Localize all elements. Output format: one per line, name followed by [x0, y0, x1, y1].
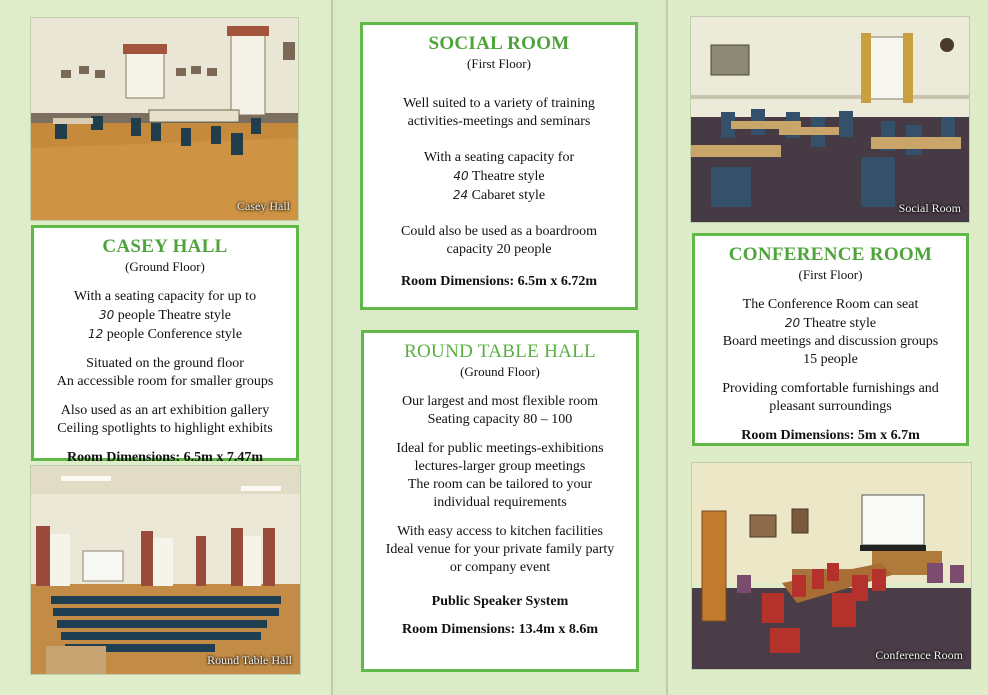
conference-room-caption: Conference Room: [875, 648, 963, 662]
round-table-hall-line-9: or company event: [449, 560, 551, 575]
conference-room-card: [692, 233, 969, 446]
round-table-hall-line-6: individual requirements: [433, 495, 567, 510]
round-table-hall-line-2: Seating capacity 80 – 100: [427, 412, 573, 427]
casey-hall-line-2: An accessible room for smaller groups: [56, 374, 274, 389]
round-table-hall-card: [361, 330, 639, 672]
social-room-line-3: Could also be used as a boardroom: [401, 224, 597, 239]
casey-hall-dimensions: Room Dimensions: 6.5m x 7.47m: [67, 450, 263, 465]
social-room-card: [360, 22, 638, 310]
round-table-hall-photo: [30, 465, 301, 675]
social-room-line-2: activities-meetings and seminars: [407, 114, 591, 129]
round-table-hall-photo-art: [31, 466, 300, 674]
conference-room-photo-art: [692, 463, 971, 669]
casey-hall-theatre-text: people Theatre style: [117, 308, 232, 323]
round-table-hall-line-3: Ideal for public meetings-exhibitions: [396, 441, 604, 456]
social-room-line-4: capacity 20 people: [446, 242, 552, 257]
social-room-photo-art: [691, 17, 969, 222]
round-table-hall-title: ROUND TABLE HALL: [404, 341, 596, 362]
conference-room-theatre-text: Theatre style: [803, 316, 877, 331]
round-table-hall-line-8: Ideal venue for your private family party: [385, 542, 615, 557]
conference-room-line-4: Providing comfortable furnishings and: [722, 381, 939, 396]
social-room-line-1: Well suited to a variety of training: [403, 96, 595, 111]
casey-hall-card: [31, 225, 299, 465]
social-room-floor: (First Floor): [467, 56, 531, 71]
conference-room-line-3: 15 people: [803, 352, 858, 367]
conference-room-line-1: The Conference Room can seat: [742, 297, 919, 312]
casey-hall-title: CASEY HALL: [102, 236, 228, 257]
round-table-hall-dimensions: Room Dimensions: 13.4m x 8.6m: [402, 622, 598, 637]
social-room-photo: [690, 16, 970, 223]
conference-room-line-5: pleasant surroundings: [769, 399, 892, 414]
casey-hall-capacity-intro: With a seating capacity for up to: [73, 289, 257, 304]
round-table-hall-line-4: lectures-larger group meetings: [414, 459, 586, 474]
casey-hall-line-1: Situated on the ground floor: [86, 356, 244, 371]
round-table-hall-line-5: The room can be tailored to your: [407, 477, 593, 492]
round-table-hall-speaker: Public Speaker System: [431, 594, 569, 609]
round-table-hall-caption: Round Table Hall: [207, 653, 292, 667]
fold-line-right: [666, 0, 668, 695]
conference-room-photo: [691, 462, 972, 670]
casey-hall-line-4: Ceiling spotlights to highlight exhibits: [57, 421, 273, 436]
social-room-cabaret-number: 24: [452, 188, 469, 202]
casey-hall-floor: (Ground Floor): [125, 259, 205, 274]
casey-hall-photo: [30, 17, 299, 221]
social-room-theatre-text: Theatre style: [471, 169, 545, 184]
social-room-cabaret-text: Cabaret style: [471, 188, 546, 203]
social-room-dimensions: Room Dimensions: 6.5m x 6.72m: [401, 274, 597, 289]
conference-room-floor: (First Floor): [798, 267, 863, 282]
round-table-hall-floor: (Ground Floor): [460, 364, 540, 379]
conference-room-theatre-number: 20: [784, 316, 801, 330]
social-room-caption: Social Room: [898, 201, 961, 215]
conference-room-line-2: Board meetings and discussion groups: [722, 334, 939, 349]
casey-hall-line-3: Also used as an art exhibition gallery: [60, 403, 270, 418]
fold-line-left: [331, 0, 333, 695]
casey-hall-photo-art: [31, 18, 298, 220]
casey-hall-caption: Casey Hall: [237, 199, 290, 213]
social-room-capacity-intro: With a seating capacity for: [423, 150, 575, 165]
social-room-theatre-number: 40: [453, 169, 469, 183]
casey-hall-conference-number: 12: [87, 327, 104, 341]
conference-room-title: CONFERENCE ROOM: [728, 244, 933, 265]
conference-room-dimensions: Room Dimensions: 5m x 6.7m: [741, 428, 920, 443]
casey-hall-conference-text: people Conference style: [106, 327, 243, 342]
round-table-hall-line-1: Our largest and most flexible room: [401, 394, 599, 409]
casey-hall-theatre-number: 30: [98, 308, 115, 322]
social-room-title: SOCIAL ROOM: [428, 33, 570, 54]
round-table-hall-line-7: With easy access to kitchen facilities: [397, 524, 603, 539]
